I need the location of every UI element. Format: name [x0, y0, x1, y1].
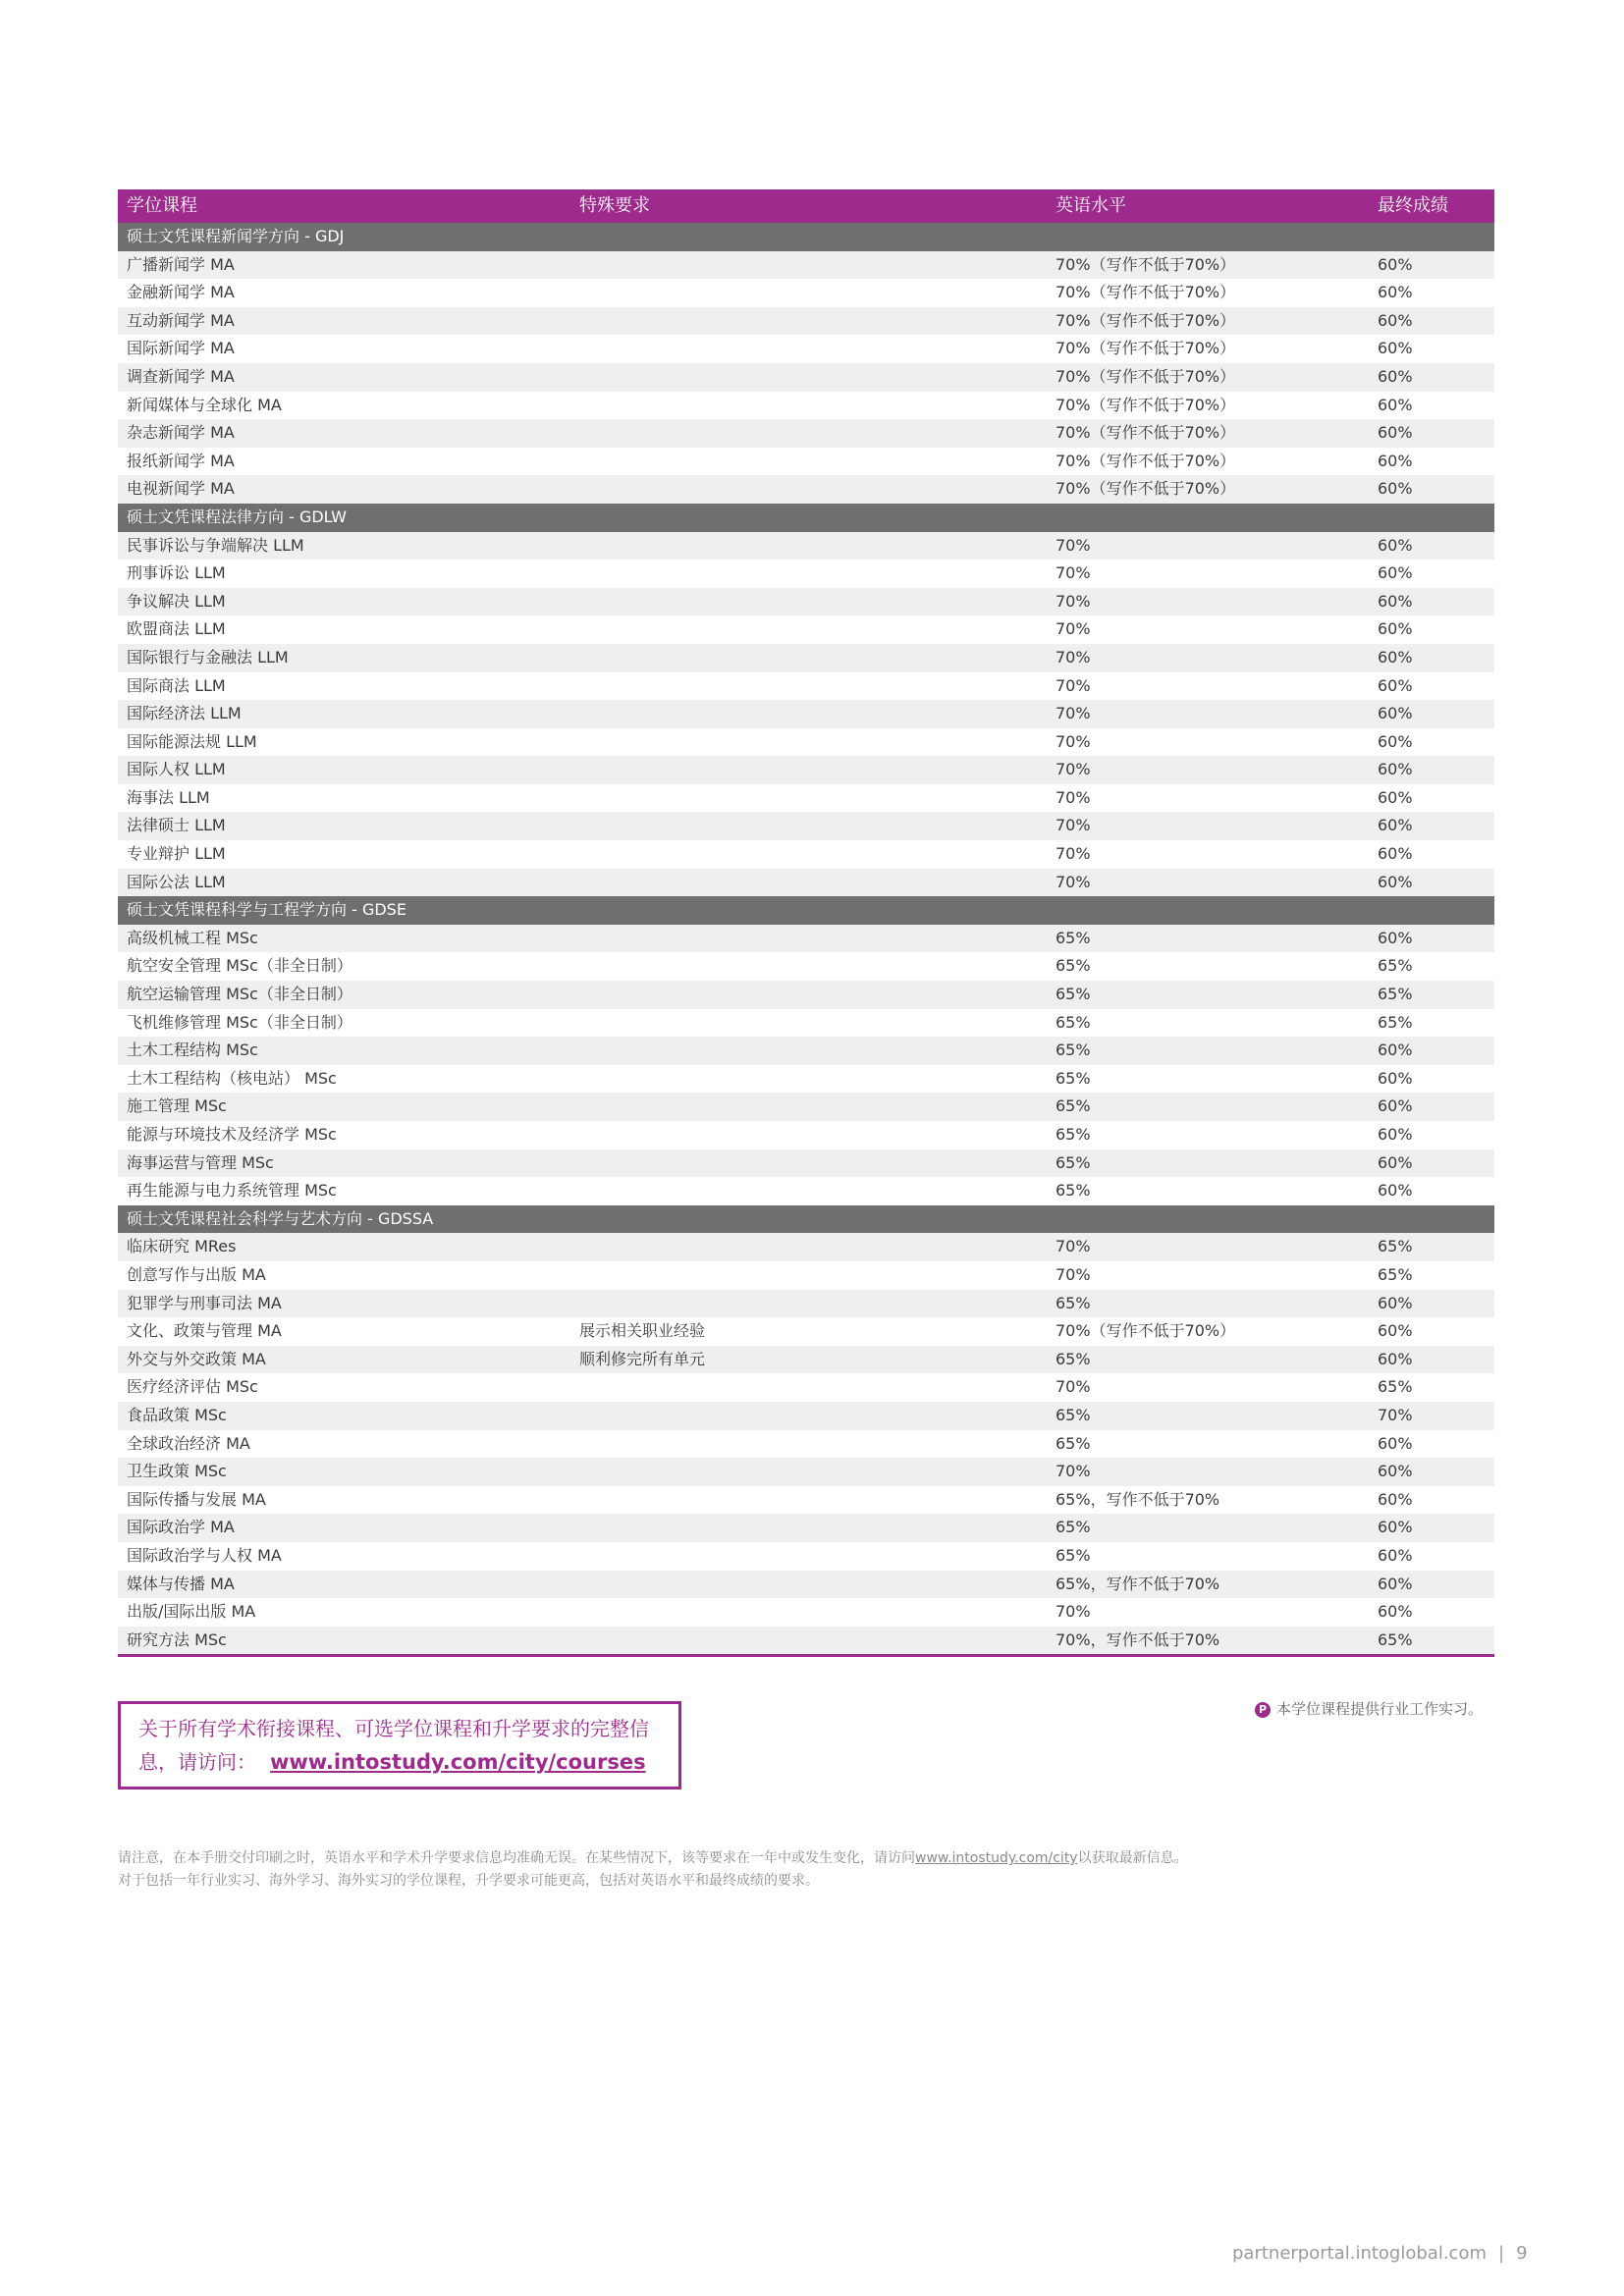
final-grade: 60% [1378, 1545, 1413, 1565]
courses-link[interactable]: www.intostudy.com/city/courses [270, 1750, 646, 1774]
section-title: 硕士文凭课程社会科学与艺术方向 - GDSSA [127, 1208, 434, 1228]
table-row [118, 1290, 1494, 1318]
final-grade: 60% [1378, 366, 1413, 386]
course-name: 海事运营与管理 MSc [127, 1152, 274, 1172]
course-name: 欧盟商法 LLM [127, 619, 226, 639]
english-level: 70%（写作不低于70%） [1056, 451, 1236, 470]
english-level: 65%，写作不低于70% [1056, 1489, 1220, 1509]
english-level: 70%（写作不低于70%） [1056, 395, 1236, 414]
english-level: 70% [1056, 619, 1091, 639]
table-row [118, 1121, 1494, 1149]
english-level: 70%（写作不低于70%） [1056, 254, 1236, 274]
english-level: 70%，写作不低于70% [1056, 1629, 1220, 1649]
english-level: 70% [1056, 647, 1091, 667]
english-level: 65% [1056, 1349, 1091, 1368]
final-grade: 60% [1378, 310, 1413, 330]
english-level: 70%（写作不低于70%） [1056, 283, 1236, 302]
table-row [118, 1598, 1494, 1627]
special-requirement: 展示相关职业经验 [579, 1321, 706, 1341]
table-row [118, 981, 1494, 1009]
note-link[interactable]: www.intostudy.com/city [915, 1850, 1078, 1866]
course-name: 土木工程结构 MSc [127, 1041, 258, 1060]
final-grade: 60% [1378, 619, 1413, 639]
table-row [118, 1430, 1494, 1459]
course-name: 国际人权 LLM [127, 760, 226, 779]
course-name: 新闻媒体与全球化 MA [127, 395, 282, 414]
special-requirement: 顺利修完所有单元 [579, 1349, 706, 1368]
section-title: 硕士文凭课程新闻学方向 - GDJ [127, 227, 345, 245]
table-row [118, 1486, 1494, 1515]
table-row [118, 363, 1494, 392]
table-row [118, 419, 1494, 448]
english-level: 65%，写作不低于70% [1056, 1574, 1220, 1593]
section-header [118, 223, 1494, 251]
course-name: 争议解决 LLM [127, 591, 226, 611]
final-grade: 60% [1378, 675, 1413, 695]
course-name: 国际公法 LLM [127, 872, 226, 891]
course-name: 出版/国际出版 MA [127, 1602, 256, 1622]
table-row [118, 840, 1494, 869]
info-box [118, 1701, 681, 1789]
course-name: 专业辩护 LLM [127, 844, 226, 864]
course-name: 国际传播与发展 MA [127, 1489, 266, 1509]
table-row [118, 728, 1494, 757]
final-grade: 60% [1378, 1518, 1413, 1537]
final-grade: 60% [1378, 283, 1413, 302]
english-level: 65% [1056, 1545, 1091, 1565]
table-row [118, 925, 1494, 953]
english-level: 70% [1056, 1462, 1091, 1481]
footer-site[interactable]: partnerportal.intoglobal.com [1232, 2243, 1487, 2264]
course-name: 全球政治经济 MA [127, 1433, 250, 1453]
course-name: 国际商法 LLM [127, 675, 226, 695]
table-row [118, 448, 1494, 476]
english-level: 65% [1056, 1433, 1091, 1453]
table-row [118, 1373, 1494, 1402]
table-row [118, 1009, 1494, 1038]
table-row [118, 1571, 1494, 1599]
course-name: 医疗经济评估 MSc [127, 1377, 258, 1397]
table-row [118, 952, 1494, 981]
english-level: 70% [1056, 1237, 1091, 1256]
course-name: 再生能源与电力系统管理 MSc [127, 1181, 337, 1201]
english-level: 70% [1056, 1377, 1091, 1397]
table-row [118, 1261, 1494, 1290]
english-level: 70%（写作不低于70%） [1056, 339, 1236, 358]
english-level: 65% [1056, 956, 1091, 976]
final-grade: 60% [1378, 1041, 1413, 1060]
final-grade: 60% [1378, 1321, 1413, 1341]
english-level: 65% [1056, 1152, 1091, 1172]
final-grade: 65% [1378, 956, 1413, 976]
final-grade: 60% [1378, 1462, 1413, 1481]
english-level: 70% [1056, 535, 1091, 555]
course-name: 媒体与传播 MA [127, 1574, 235, 1593]
english-level: 70% [1056, 731, 1091, 751]
table-row [118, 307, 1494, 336]
final-grade: 60% [1378, 1489, 1413, 1509]
course-name: 食品政策 MSc [127, 1405, 227, 1424]
final-grade: 60% [1378, 535, 1413, 555]
final-grade: 60% [1378, 704, 1413, 723]
course-name: 国际新闻学 MA [127, 339, 235, 358]
note-text: 请注意，在本手册交付印刷之时，英语水平和学术升学要求信息均准确无误。在某些情况下，该等要求在一年中或发生变化，请访问 [118, 1850, 915, 1866]
requirements-table [118, 189, 1494, 1657]
course-name: 卫生政策 MSc [127, 1462, 227, 1481]
section-header [118, 504, 1494, 532]
table-row [118, 475, 1494, 504]
footer [1232, 2243, 1528, 2264]
english-level: 65% [1056, 1012, 1091, 1032]
table-row [118, 1093, 1494, 1121]
table-body [118, 223, 1494, 1654]
english-level: 70%（写作不低于70%） [1056, 310, 1236, 330]
english-level: 70% [1056, 760, 1091, 779]
note-line-1 [118, 1847, 1188, 1870]
table-row [118, 1149, 1494, 1178]
english-level: 70% [1056, 1264, 1091, 1284]
english-level: 65% [1056, 985, 1091, 1004]
course-name: 研究方法 MSc [127, 1629, 227, 1649]
english-level: 70% [1056, 816, 1091, 835]
course-name: 航空运输管理 MSc（非全日制） [127, 985, 352, 1004]
final-grade: 65% [1378, 1377, 1413, 1397]
info-box-text: 关于所有学术衔接课程、可选学位课程和升学要求的完整信息，请访问： [138, 1717, 649, 1774]
course-name: 国际政治学 MA [127, 1518, 235, 1537]
course-name: 国际经济法 LLM [127, 704, 242, 723]
course-name: 杂志新闻学 MA [127, 423, 235, 443]
legend-text: 本学位课程提供行业工作实习。 [1276, 1700, 1484, 1718]
table-row [118, 756, 1494, 784]
table-row [118, 1037, 1494, 1065]
final-grade: 60% [1378, 1181, 1413, 1201]
final-grade: 65% [1378, 985, 1413, 1004]
final-grade: 65% [1378, 1264, 1413, 1284]
final-grade: 60% [1378, 816, 1413, 835]
course-name: 能源与环境技术及经济学 MSc [127, 1125, 337, 1144]
final-grade: 60% [1378, 1293, 1413, 1312]
course-name: 电视新闻学 MA [127, 479, 235, 499]
course-name: 海事法 LLM [127, 787, 210, 807]
english-level: 70%（写作不低于70%） [1056, 423, 1236, 443]
english-level: 70%（写作不低于70%） [1056, 1321, 1236, 1341]
section-header [118, 896, 1494, 925]
placement-icon: P [1255, 1702, 1271, 1718]
final-grade: 60% [1378, 254, 1413, 274]
table-row [118, 1177, 1494, 1205]
page-number: 9 [1516, 2243, 1528, 2264]
final-grade: 60% [1378, 928, 1413, 947]
legend [1255, 1698, 1483, 1719]
course-name: 施工管理 MSc [127, 1096, 227, 1116]
table-header [118, 189, 1494, 223]
course-name: 报纸新闻学 MA [127, 451, 235, 470]
english-level: 70% [1056, 675, 1091, 695]
course-name: 刑事诉讼 LLM [127, 563, 226, 583]
english-level: 70% [1056, 844, 1091, 864]
final-grade: 60% [1378, 787, 1413, 807]
table-row [118, 1542, 1494, 1571]
english-level: 65% [1056, 1518, 1091, 1537]
english-level: 65% [1056, 1125, 1091, 1144]
table-row [118, 1317, 1494, 1346]
course-name: 国际政治学与人权 MA [127, 1545, 282, 1565]
english-level: 70% [1056, 591, 1091, 611]
final-grade: 60% [1378, 395, 1413, 414]
english-level: 70% [1056, 704, 1091, 723]
final-grade: 60% [1378, 1433, 1413, 1453]
header-final: 最终成绩 [1378, 195, 1448, 216]
course-name: 法律硕士 LLM [127, 816, 226, 835]
english-level: 65% [1056, 1181, 1091, 1201]
final-grade: 60% [1378, 1349, 1413, 1368]
course-name: 犯罪学与刑事司法 MA [127, 1293, 282, 1312]
course-name: 土木工程结构（核电站） MSc [127, 1068, 337, 1088]
course-name: 国际银行与金融法 LLM [127, 647, 289, 667]
header-english: 英语水平 [1056, 195, 1126, 216]
course-name: 互动新闻学 MA [127, 310, 235, 330]
section-title: 硕士文凭课程法律方向 - GDLW [127, 507, 347, 526]
course-name: 飞机维修管理 MSc（非全日制） [127, 1012, 352, 1032]
table-row [118, 812, 1494, 840]
course-name: 外交与外交政策 MA [127, 1349, 266, 1368]
course-name: 金融新闻学 MA [127, 283, 235, 302]
final-grade: 65% [1378, 1629, 1413, 1649]
header-course: 学位课程 [127, 195, 197, 216]
english-level: 65% [1056, 928, 1091, 947]
english-level: 70%（写作不低于70%） [1056, 479, 1236, 499]
table-row [118, 588, 1494, 616]
final-grade: 60% [1378, 647, 1413, 667]
note-line-2: 对于包括一年行业实习、海外学习、海外实习的学位课程，升学要求可能更高，包括对英语水平和最终成绩的要求。 [118, 1873, 819, 1889]
english-level: 65% [1056, 1041, 1091, 1060]
table-row [118, 672, 1494, 701]
table-row [118, 1514, 1494, 1542]
header-special: 特殊要求 [579, 195, 650, 216]
final-grade: 60% [1378, 1152, 1413, 1172]
table-row [118, 784, 1494, 813]
note-text-end: 以获取最新信息。 [1077, 1850, 1188, 1866]
course-name: 民事诉讼与争端解决 LLM [127, 535, 304, 555]
final-grade: 60% [1378, 451, 1413, 470]
final-grade: 60% [1378, 844, 1413, 864]
final-grade: 60% [1378, 760, 1413, 779]
table-row [118, 392, 1494, 420]
table-row [118, 335, 1494, 363]
table-row [118, 869, 1494, 897]
table-row [118, 560, 1494, 588]
course-name: 航空安全管理 MSc（非全日制） [127, 956, 352, 976]
english-level: 70% [1056, 563, 1091, 583]
table-row [118, 700, 1494, 728]
final-grade: 60% [1378, 339, 1413, 358]
english-level: 70% [1056, 1602, 1091, 1622]
table-row [118, 1233, 1494, 1261]
course-name: 国际能源法规 LLM [127, 731, 257, 751]
table-row [118, 1402, 1494, 1430]
final-grade: 60% [1378, 563, 1413, 583]
final-grade: 60% [1378, 479, 1413, 499]
table-row [118, 1346, 1494, 1374]
final-grade: 60% [1378, 1096, 1413, 1116]
final-grade: 60% [1378, 1574, 1413, 1593]
section-header [118, 1205, 1494, 1234]
english-level: 70% [1056, 872, 1091, 891]
table-row [118, 279, 1494, 307]
english-level: 65% [1056, 1096, 1091, 1116]
notes [118, 1847, 1188, 1893]
footer-separator: | [1498, 2243, 1505, 2264]
course-name: 广播新闻学 MA [127, 254, 235, 274]
english-level: 65% [1056, 1068, 1091, 1088]
final-grade: 60% [1378, 1125, 1413, 1144]
final-grade: 60% [1378, 591, 1413, 611]
table-row [118, 251, 1494, 280]
final-grade: 60% [1378, 731, 1413, 751]
english-level: 70% [1056, 787, 1091, 807]
final-grade: 60% [1378, 1068, 1413, 1088]
final-grade: 60% [1378, 423, 1413, 443]
table-row [118, 1627, 1494, 1655]
table-row [118, 1458, 1494, 1486]
final-grade: 65% [1378, 1237, 1413, 1256]
english-level: 65% [1056, 1293, 1091, 1312]
final-grade: 70% [1378, 1405, 1413, 1424]
course-name: 文化、政策与管理 MA [127, 1321, 282, 1341]
table-bottom-rule [118, 1654, 1494, 1657]
final-grade: 65% [1378, 1012, 1413, 1032]
final-grade: 60% [1378, 872, 1413, 891]
final-grade: 60% [1378, 1602, 1413, 1622]
table-row [118, 532, 1494, 561]
course-name: 高级机械工程 MSc [127, 928, 258, 947]
table-row [118, 615, 1494, 644]
course-name: 调查新闻学 MA [127, 366, 235, 386]
english-level: 65% [1056, 1405, 1091, 1424]
course-name: 临床研究 MRes [127, 1237, 237, 1256]
course-name: 创意写作与出版 MA [127, 1264, 266, 1284]
table-row [118, 1065, 1494, 1094]
english-level: 70%（写作不低于70%） [1056, 366, 1236, 386]
table-row [118, 644, 1494, 672]
section-title: 硕士文凭课程科学与工程学方向 - GDSE [127, 900, 406, 920]
